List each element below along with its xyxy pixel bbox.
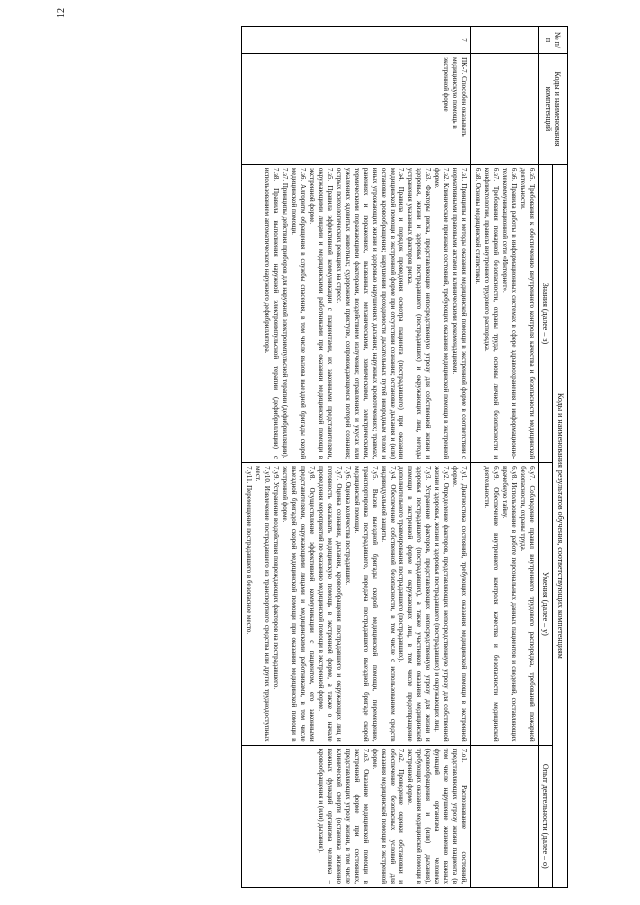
cell-code: ПК-7. Способен оказывать медицинскую помощь в экстренной форме bbox=[242, 54, 471, 165]
skill-item: 6.у7. Соблюдение правил внутреннего трудового распорядка, требований пожарной безопасности, охраны труда. bbox=[518, 466, 536, 742]
knowledge-item: 7.з4. Правила и порядок проведения осмотра пациента (пострадавшего) при оказании медицинской помощи в экстренной форме при отсутствии сознания; остановке дыхания и (или) остановке кровообращения; нарушении проходимости дыхательных путей инородным телом и иных угрожающих жизни и здоровью нарушениях дыхания; наружных кровотечениях; травмах, ранениях и поражениях, вызванных механическими, химическими, электрическими, термическими поражающими факторами, воздействием излучения; отравлениях и укусах или ужалениях ядовитых животных; судорожном приступе, сопровождающемся потерей сознания; острых психологических реакциях на стресс. bbox=[334, 167, 406, 460]
header-no: № п/п bbox=[538, 27, 567, 54]
knowledge-item: 7.з7. Принципы действия приборов для наружной электроимпульсной терапии (дефибрилляции). bbox=[281, 167, 290, 459]
cell-experience-empty bbox=[471, 745, 539, 887]
cell-experience bbox=[242, 745, 471, 887]
skill-item: 7.у5. Вызов выездной бригады скорой медицинской помощи, перемещение, транспортировка пострадавшего, передача пострадавшего выездной бригаде скорой медицинской помощи. bbox=[352, 466, 379, 742]
knowledge-item: 7.з6. Алгоритм обращения в службы спасения, в том числе вызова выездной бригады скорой медицинской помощи. bbox=[290, 167, 307, 460]
header-knowledge: Знания (далее – з) bbox=[538, 164, 553, 462]
skill-item: 7.у10. Извлечение пострадавшего из транспортного средства или других труднодоступных мест. bbox=[254, 466, 272, 742]
cell-no-empty bbox=[471, 27, 539, 54]
knowledge-item: 7.з1. Принципы и методы оказания медицинской помощи в экстренной форме в соответствии с нормативными правовыми актами и клиническими рекомендациями. bbox=[451, 167, 469, 460]
skill-item: 7.у4. Обеспечение собственной безопасности, в том числе с использованием средств индивидуальной защиты. bbox=[379, 466, 397, 742]
cell-skills bbox=[242, 463, 471, 745]
skill-item: 7.у6. Оценка количества пострадавших. bbox=[343, 466, 352, 586]
knowledge-item: 7.з5. Правила эффективной коммуникации с пациентами, их законными представителями, окружающими лицами и медицинскими работниками при оказании медицинской помощи в экстренной форме. bbox=[307, 167, 334, 460]
skill-item: 7.у3. Устранение факторов, представляющих непосредственную угрозу для жизни и здоровья пострадавшего (пострадавших), а также участников оказания медицинской помощи в экстренной форме и окружающих лиц, в том числе предотвращение дополнительного травмирования пострадавшего (пострадавших). bbox=[397, 466, 433, 742]
skill-item: 7.у9. Устранение воздействия повреждающих факторов на пострадавшего. bbox=[272, 466, 281, 690]
cell-knowledge-cont bbox=[471, 164, 539, 462]
skill-item: 7.у1. Диагностика состояний, требующих оказания медицинской помощи в экстренной форме. bbox=[451, 466, 469, 742]
skill-item: 7.у2. Определение факторов, представляющих непосредственную угрозу для собственной жизни и здоровья, жизни и здоровья пострадавшего (пострадавших) и окружающих лиц. bbox=[433, 466, 451, 742]
header-code: Коды и наименования компетенций bbox=[538, 54, 567, 165]
experience-item: 7.о2. Проведение оценки обстановки и обеспечение безопасных условий для оказания медицинской помощи в экстренной форме. bbox=[370, 748, 406, 884]
page-number: 12 bbox=[56, 8, 67, 18]
skill-item: 7.у7. Оценка сознания, дыхания, кровообращения пострадавшего и окружающих лиц и готовность оказывать медицинскую помощь в экстренной форме, а также о начале проведения мероприятий по оказанию медицинской помощи в экстренной форме. bbox=[316, 466, 343, 742]
table-row-7 bbox=[242, 27, 471, 888]
knowledge-item: 6.з5. Требования к обеспечению внутреннего контроля качества и безопасности медицинской деятельности. bbox=[518, 167, 536, 460]
skill-item: 6.у8. Использование в работе персональных данных пациентов и сведений, составляющих врачебную тайну. bbox=[500, 466, 518, 742]
knowledge-item: 7.з2. Клинические признаки состояний, требующих оказания медицинской помощи в экстренной форме. bbox=[433, 167, 451, 460]
cell-knowledge bbox=[242, 164, 471, 462]
skill-item: 7.у8. Осуществление эффективной коммуникации с пациентом, его законными представителями, окружающими лицами и медицинскими работниками, в том числе выездной бригадой скорой медицинской помощи при оказании медицинской помощи в экстренной форме. bbox=[281, 466, 316, 742]
cell-skills-cont bbox=[471, 463, 539, 745]
cell-no: 7 bbox=[242, 27, 471, 54]
experience-item: 7.о3. Оказание медицинской помощи в экстренной форме при состояниях, представляющих угрозу жизни, в том числе клинической смерти (остановка жизненно важных функций организма человека – кровообращения и (или) дыхания). bbox=[316, 748, 370, 884]
knowledge-item: 7.з8. Правила выполнения наружной электроимпульсной терапии (дефибрилляции) с использованием автоматического наружного дефибриллятора. bbox=[263, 167, 281, 460]
cell-code-empty bbox=[471, 54, 539, 165]
header-row-top bbox=[553, 27, 568, 888]
header-group: Коды и наименования результатов обучения, соответствующих компетенциям bbox=[553, 164, 568, 887]
skill-item: 6.у9. Обеспечение внутреннего контроля качества и безопасности медицинской деятельности. bbox=[483, 466, 500, 742]
experience-item: 7.о1. Распознавание состояний, представляющих угрозу жизни пациента (в том числе нарушение жизненно важных функций организма человека (кровообращения и (или) дыхания), требующих оказания медицинской помощи в экстренной форме. bbox=[406, 748, 469, 884]
knowledge-item: 6.з7. Требования пожарной безопасности, охраны труда, основы личной безопасности и конфликтологии, правила внутреннего трудового распорядка. bbox=[483, 167, 500, 460]
knowledge-item: 6.з8. Основы медицинской статистики. bbox=[474, 167, 483, 284]
knowledge-item: 7.з3. Факторы риска, представляющие непосредственную угрозу для собственной жизни и здоровья, жизни и здоровья пострадавшего (пострадавших) и окружающих лиц, методы устранения указанных факторов риска. bbox=[406, 167, 433, 460]
competency-table bbox=[241, 26, 568, 888]
skill-item: 7.у11. Перемещение пострадавшего в безопасное место. bbox=[245, 466, 254, 635]
knowledge-item: 6.з6. Правила работы в информационных системах в сфере здравоохранения и информационно-телекоммуникационной сети «Интернет». bbox=[500, 167, 518, 460]
header-skills: Умения (далее – у) bbox=[538, 463, 553, 745]
header-experience: Опыт деятельности (далее – о) bbox=[538, 745, 553, 887]
table-row-continuation bbox=[471, 27, 539, 888]
